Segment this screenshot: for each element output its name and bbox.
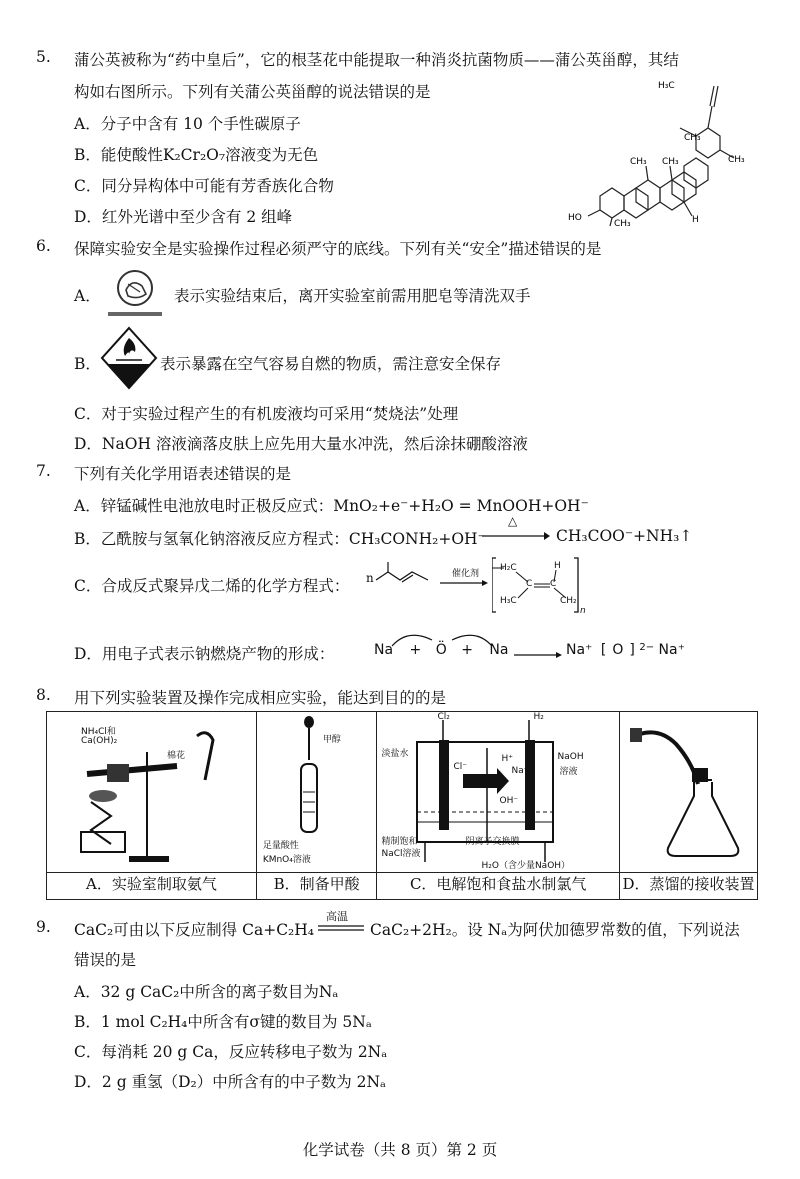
distillation-receiver-drawing <box>620 712 746 872</box>
apparatus-c-label-h2: H₂ <box>533 712 544 722</box>
caption-c: C．电解饱和食盐水制氯气 <box>377 873 619 900</box>
q7-option-b: B．乙酰胺与氢氧化钠溶液反应方程式：CH₃CONH₂+OH⁻ <box>74 530 486 548</box>
q5-stem-line1: 蒲公英被称为“药中皇后”，它的根茎花中能提取一种消炎抗菌物质——蒲公英甾醇，其结 <box>74 51 679 69</box>
q6-option-b-text: 表示暴露在空气容易自燃的物质，需注意安全保存 <box>160 355 502 373</box>
q7-option-d: D．用电子式表示钠燃烧产物的形成： <box>74 645 335 663</box>
q7-c-label-c2: C <box>550 579 557 589</box>
q7-option-c: C．合成反式聚异戊二烯的化学方程式： <box>74 577 350 595</box>
q7-d-oxide: O <box>612 642 624 658</box>
apparatus-b-label-1: 甲醇 <box>322 735 341 745</box>
apparatus-c-label-solution: 溶液 <box>559 767 578 777</box>
q8-stem: 用下列实验装置及操作完成相应实验，能达到目的的是 <box>74 689 447 707</box>
q7-option-b-product: CH₃COO⁻+NH₃↑ <box>556 527 693 545</box>
apparatus-c-label-oh-ion: OH⁻ <box>499 796 519 806</box>
q7-d-plus-1: + <box>409 642 422 658</box>
q6-option-c: C．对于实验过程产生的有机废液均可采用“焚烧法”处理 <box>74 405 459 423</box>
caption-d: D．蒸馏的接收装置 <box>619 873 757 900</box>
q9-stem-part1: CaC₂可由以下反应制得 Ca+C₂H₄ <box>74 921 314 939</box>
caption-a: A．实验室制取氨气 <box>47 873 257 900</box>
apparatus-c-label-cl2: Cl₂ <box>437 712 450 722</box>
caption-b: B．制备甲酸 <box>256 873 377 900</box>
q7-c-label-ch2: CH₂ <box>560 596 577 606</box>
q6-option-a-text: 表示实验结束后，离开实验室前需用肥皂等清洗双手 <box>174 287 531 305</box>
apparatus-c-label-naoh: NaOH <box>557 752 584 762</box>
q7-d-na-2: Na <box>489 642 509 658</box>
q5-option-a: A．分子中含有 10 个手性碳原子 <box>74 115 301 133</box>
apparatus-a-label-2: Ca(OH)₂ <box>81 736 118 746</box>
q7-b-heat-symbol: △ <box>508 514 518 528</box>
struct-label-h3c: H₃C <box>658 81 675 91</box>
apparatus-a-image <box>47 712 257 873</box>
q7-d-o: Ö <box>435 642 447 658</box>
apparatus-d-image <box>619 712 757 873</box>
formic-acid-setup-drawing <box>257 712 367 872</box>
equals-sign <box>318 924 364 932</box>
q7-c-label-c1: C <box>526 579 533 589</box>
apparatus-a-label-3: 棉花 <box>167 751 186 761</box>
ammonia-setup-drawing <box>47 712 239 872</box>
q9-stem-part2: CaC₂+2H₂。设 Nₐ为阿伏加德罗常数的值，下列说法 <box>370 921 740 939</box>
q9-number: 9. <box>36 918 51 936</box>
hand-wash-icon <box>104 262 166 322</box>
struct-label-ch3-3: CH₃ <box>630 157 647 167</box>
q7-option-a: A．锌锰碱性电池放电时正极反应式：MnO₂+e⁻+H₂O = MnOOH+OH⁻ <box>74 497 589 515</box>
q7-c-n: n <box>366 571 374 585</box>
apparatus-b-image <box>256 712 377 873</box>
q5-option-d: D．红外光谱中至少含有 2 组峰 <box>74 208 293 226</box>
q9-option-c: C．每消耗 20 g Ca，反应转移电子数为 2Nₐ <box>74 1043 388 1061</box>
struct-label-ho: HO <box>568 213 582 223</box>
apparatus-b-label-2: 足量酸性 <box>262 841 299 851</box>
taraxasterol-structure <box>560 66 760 228</box>
q5-option-c: C．同分异构体中可能有芳香族化合物 <box>74 177 334 195</box>
q6-number: 6. <box>36 237 51 255</box>
apparatus-c-label-water: H₂O（含少量NaOH） <box>481 861 571 871</box>
q7-d-charge: 2− <box>639 642 655 653</box>
apparatus-c-image <box>377 712 619 873</box>
struct-label-ch3-5: CH₃ <box>614 219 631 228</box>
electron-transfer-arrows <box>388 628 500 648</box>
apparatus-b-label-3: KMnO₄溶液 <box>262 855 311 865</box>
apparatus-c-label-feed-2: NaCl溶液 <box>381 849 421 859</box>
q7-c-label-h3c: H₃C <box>500 596 517 606</box>
q7-d-na-ion-1: Na⁺ <box>566 642 593 658</box>
q9-option-b: B．1 mol C₂H₄中所含有σ键的数目为 5Nₐ <box>74 1013 372 1031</box>
struct-label-ch3-4: CH₃ <box>662 157 679 167</box>
q7-c-label-h: H <box>554 561 561 571</box>
q7-number: 7. <box>36 462 51 480</box>
q6-option-d: D．NaOH 溶液滴落皮肤上应先用大量水冲洗，然后涂抹硼酸溶液 <box>74 435 528 453</box>
apparatus-c-label-cl-ion: Cl⁻ <box>453 762 468 772</box>
formation-arrow <box>514 650 562 660</box>
q7-d-na-ion-2: Na⁺ <box>658 642 685 658</box>
q5-option-b: B．能使酸性K₂Cr₂O₇溶液变为无色 <box>74 146 319 164</box>
struct-label-ch3-2: CH₃ <box>728 155 745 165</box>
spontaneous-combustion-icon <box>100 326 158 390</box>
isoprene-structure <box>372 560 436 590</box>
q9-stem-line2: 错误的是 <box>74 951 137 969</box>
apparatus-table <box>46 711 758 900</box>
struct-label-ch3-1: CH₃ <box>684 133 701 143</box>
q5-stem-line2: 构如右图所示。下列有关蒲公英甾醇的说法错误的是 <box>74 83 431 101</box>
apparatus-c-label-na-ion: Na⁺ <box>511 766 529 776</box>
q7-stem: 下列有关化学用语表述错误的是 <box>74 465 292 483</box>
q9-condition: 高温 <box>326 910 348 923</box>
q5-number: 5. <box>36 48 51 66</box>
q9-option-a: A．32 g CaC₂中所含的离子数目为Nₐ <box>74 983 339 1001</box>
q7-c-catalyst: 催化剂 <box>452 569 480 579</box>
q7-c-label-h2c: H₂C <box>500 563 517 573</box>
q7-d-plus-2: + <box>461 642 473 658</box>
page-footer: 化学试卷（共 8 页）第 2 页 <box>302 1141 498 1159</box>
apparatus-c-label-membrane: 阴离子交换膜 <box>465 837 520 847</box>
catalyst-arrow <box>440 578 488 588</box>
apparatus-a-label-1: NH₄Cl和 <box>81 727 116 737</box>
q7-d-na-1: Na <box>374 642 394 658</box>
q8-number: 8. <box>36 686 51 704</box>
apparatus-c-label-feed-1: 精制饱和 <box>381 837 418 847</box>
q7-d-product: Na⁺ [ O ] $^{2-}$ Na⁺ <box>566 642 685 658</box>
q6-option-b-prefix: B． <box>74 355 101 373</box>
q6-stem: 保障实验安全是实验操作过程必须严守的底线。下列有关“安全”描述错误的是 <box>74 240 602 258</box>
apparatus-c-label-brine: 淡盐水 <box>381 749 409 759</box>
apparatus-c-label-h-ion: H⁺ <box>501 754 514 764</box>
q7-c-label-n: n <box>580 606 586 616</box>
struct-label-h: H <box>692 215 699 225</box>
q6-option-a-prefix: A． <box>74 287 101 305</box>
q9-option-d: D．2 g 重氢（D₂）中所含有的中子数为 2Nₐ <box>74 1073 387 1091</box>
